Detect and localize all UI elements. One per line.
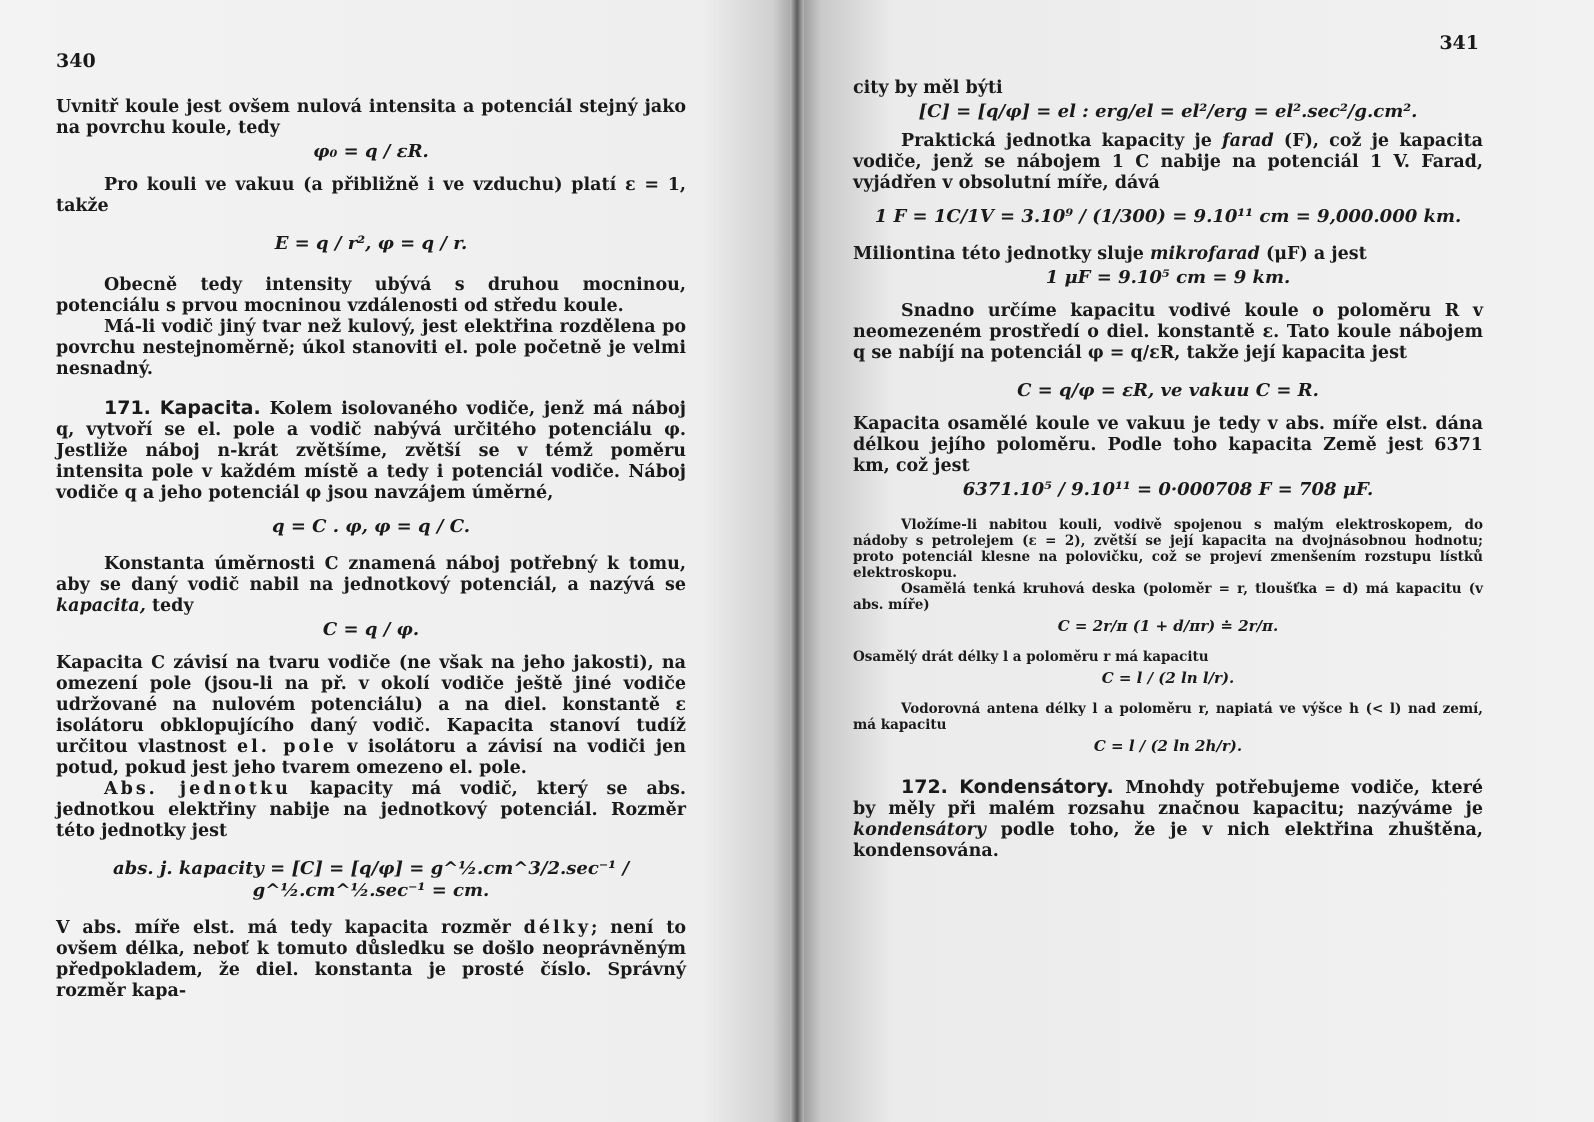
book-gutter xyxy=(790,0,804,1122)
paragraph-section-171 xyxy=(56,398,686,504)
section-number: 172. xyxy=(901,776,948,798)
small-paragraph: Vložíme-li nabitou kouli, vodivě spojenou s malým elektroskopem, do nádoby s petrolejem (ε = 2), zvětší se její kapacita na dvojnásobnou hodnotu; proto potenciál klesne na polovičku, což se projeví zmenšením rozstupu lístků elektroskopu. xyxy=(853,517,1483,581)
paragraph: Uvnitř koule jest ovšem nulová intensita a potenciál stejný jako na povrchu koule, tedy xyxy=(56,97,686,138)
equation: 6371.10⁵ / 9.10¹¹ = 0·000708 F = 708 μF. xyxy=(962,479,1374,500)
paragraph: Kapacita osamělé koule ve vakuu je tedy v abs. míře elst. dána délkou jejího poloměru. Podle toho kapacita Země jest 6371 km, což jest xyxy=(853,414,1483,476)
emphasis: kondensátory xyxy=(853,820,986,840)
section-title: Kapacita. xyxy=(159,397,261,419)
paragraph: V abs. míře elst. má tedy kapacita rozměr délky; není to ovšem délka, neboť k tomuto důsledku se došlo neoprávněným předpokladem, že diel. konstanta je prosté číslo. Správný rozměr kapa- xyxy=(56,918,686,1001)
paragraph: Má-li vodič jiný tvar než kulový, jest elektřina rozdělena po povrchu nestejnoměrně; úkol stanoviti el. pole početně je velmi nesnadný. xyxy=(56,317,686,379)
equation: E = q / r², φ = q / r. xyxy=(274,233,468,254)
emphasis: délky xyxy=(523,918,591,938)
equation: C = 2r/π (1 + d/πr) ≐ 2r/π. xyxy=(1057,617,1279,635)
paragraph: Konstanta úměrnosti C znamená náboj potřebný k tomu, aby se daný vodič nabil na jednotkový potenciál, a nazývá se kapacita, tedy xyxy=(56,554,686,616)
right-page xyxy=(797,0,1594,1122)
small-paragraph: Osamělá tenká kruhová deska (poloměr = r, tloušťka = d) má kapacitu (v abs. míře) xyxy=(853,581,1483,613)
paragraph: Praktická jednotka kapacity je farad (F), což je kapacita vodiče, jenž se nábojem 1 C nabije na potenciál 1 V. Farad, vyjádřen v obsolutní míře, dává xyxy=(853,131,1483,193)
emphasis: el. pole xyxy=(236,737,337,757)
emphasis: kapacita, xyxy=(56,596,146,616)
equation: φ₀ = q / εR. xyxy=(313,141,429,162)
right-column xyxy=(853,78,1483,862)
equation: C = l / (2 ln 2h/r). xyxy=(1093,737,1243,755)
section-number: 171. xyxy=(104,397,151,419)
equation: 1 F = 1C/1V = 3.10⁹ / (1/300) = 9.10¹¹ cm = 9,000.000 km. xyxy=(874,206,1462,227)
paragraph: Miliontina této jednotky sluje mikrofarad (μF) a jest xyxy=(853,244,1367,264)
paragraph-section-172: 172. Kondensátory. Mnohdy potřebujeme vodiče, které by měly při malém rozsahu značnou kapacitu; nazýváme je kondensátory podle toho, že je v nich elektřina zhuštěna, kondensována. xyxy=(853,776,1484,861)
paragraph: Obecně tedy intensity ubývá s druhou mocninou, potenciálu s prvou mocninou vzdálenosti od středu koule. xyxy=(56,275,686,316)
emphasis: farad xyxy=(1222,131,1274,151)
paragraph: Snadno určíme kapacitu vodivé koule o poloměru R v neomezeném prostředí o diel. konstantě ε. Tato koule nábojem q se nabíjí na potenciál φ = q/εR, takže její kapacita jest xyxy=(853,301,1483,363)
paragraph: Kapacita C závisí na tvaru vodiče (ne však na jeho jakosti), na omezení pole (jsou-li na př. v okolí vodiče ještě jiné vodiče udržované na nulovém potenciálu) a na diel. konstantě ε isolátoru obklopujícího daný vodič. Kapacita stanoví tudíž určitou vlastnost el. pole v isolátoru a závisí na vodiči jen potud, pokud jest jeho tvarem omezeno el. pole. xyxy=(56,653,686,778)
equation: C = l / (2 ln l/r). xyxy=(1101,669,1235,687)
paragraph-text: Kolem isolovaného vodiče, jenž má náboj q, vytvoří se el. pole a vodič nabývá určitého potenciálu φ. Jestliže náboj n-krát zvětšíme, zvětší se v témž poměru intensita pole v každém místě a tedy i potenciál vodiče. Náboj vodiče q a jeho potenciál φ jsou navzájem úměrné, xyxy=(56,399,687,503)
small-paragraph: Vodorovná antena délky l a poloměru r, napiatá ve výšce h (< l) nad zemí, má kapacitu xyxy=(853,701,1483,733)
paragraph: city by měl býti xyxy=(853,78,1003,98)
equation: C = q/φ = εR, ve vakuu C = R. xyxy=(1017,380,1319,401)
paragraph: Abs. jednotku kapacity má vodič, který se abs. jednotkou elektřiny nabije na jednotkový potenciál. Rozměr této jednotky jest xyxy=(56,779,687,841)
paragraph: Pro kouli ve vakuu (a přibližně i ve vzduchu) platí ε = 1, takže xyxy=(56,175,686,216)
left-column xyxy=(56,97,686,1002)
equation: abs. j. kapacity = [C] = [q/φ] = g^½.cm^3/2.sec⁻¹ / g^½.cm^½.sec⁻¹ = cm. xyxy=(112,858,630,901)
page-number-right: 341 xyxy=(1439,32,1479,54)
equation: q = C . φ, φ = q / C. xyxy=(271,516,471,537)
small-paragraph: Osamělý drát délky l a poloměru r má kapacitu xyxy=(853,649,1209,665)
emphasis: Abs. jednotku xyxy=(104,779,291,799)
emphasis: mikrofarad xyxy=(1150,244,1260,264)
equation: 1 μF = 9.10⁵ cm = 9 km. xyxy=(1045,267,1291,288)
equation: [C] = [q/φ] = el : erg/el = el²/erg = el².sec²/g.cm². xyxy=(918,101,1418,122)
equation: C = q / φ. xyxy=(322,619,420,640)
page-number-left: 340 xyxy=(56,50,96,72)
section-title: Kondensátory. xyxy=(959,776,1114,798)
